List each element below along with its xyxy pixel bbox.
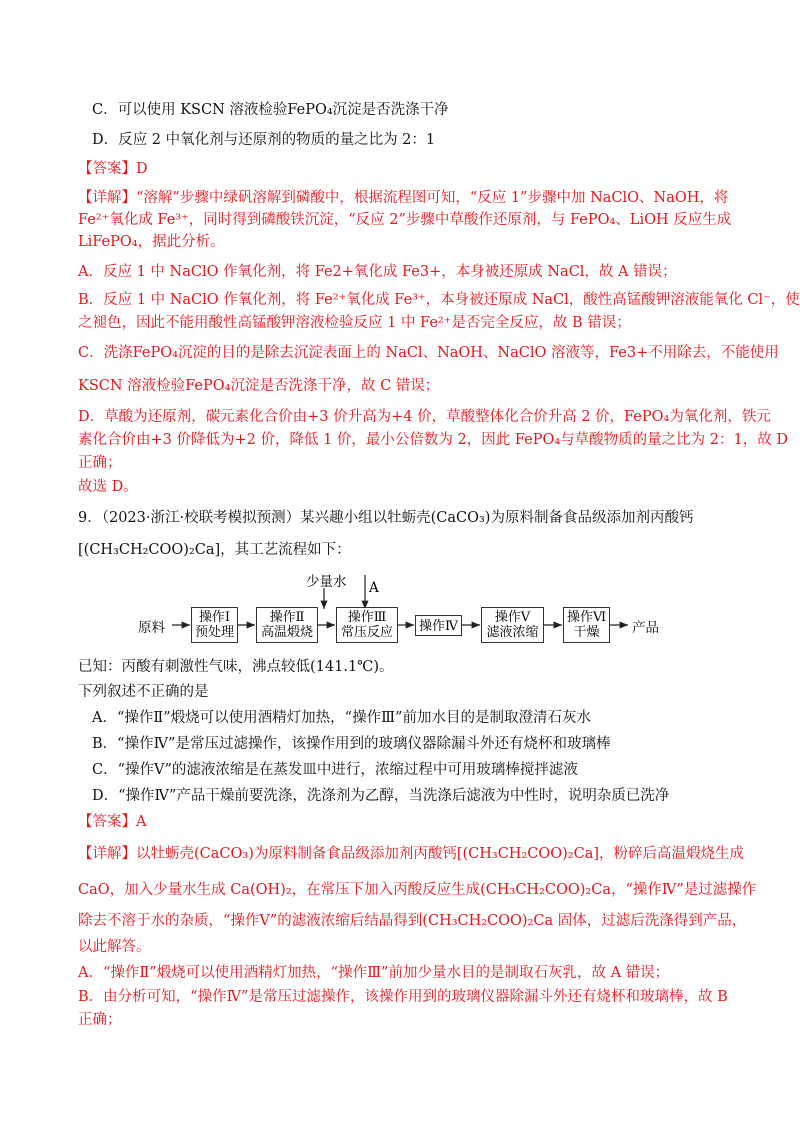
explain-q9-4: 以此解答。 [78,939,151,955]
flow-box-5 [481,607,544,643]
explain-q8-c2: KSCN 溶液检验FePO₄沉淀是否洗涤干净，故 C 错误； [78,378,440,394]
flow-water-label: 少量水 [306,574,347,590]
explain-q8-conclusion: 故选 D。 [78,479,138,495]
explain-q8-b1: B．反应 1 中 NaClO 作氧化剂，将 Fe²⁺氧化成 Fe³⁺，本身被还原成 NaCl，酸性高锰酸钾溶液能氧化 Cl⁻，使 [78,292,800,308]
flow-box-5-l1: 操作Ⅴ [494,610,531,625]
flow-box-4 [415,615,462,636]
flow-reagent-label: A [369,580,379,596]
explain-q8-2: Fe²⁺氧化成 Fe³⁺，同时得到磷酸铁沉淀，“反应 2”步骤中草酸作还原剂，与 FePO₄、LiOH 反应生成 [78,212,732,228]
question-9-stem: 9．（2023·浙江·校联考模拟预测）某兴趣小组以牡蛎壳(CaCO₃)为原料制备食品级添加剂丙酸钙 [78,510,694,526]
explain-q9-2: CaO，加入少量水生成 Ca(OH)₂，在常压下加入丙酸反应生成(CH₃CH₂COO)₂Ca，“操作Ⅳ”是过滤操作 [78,882,757,898]
explain-q9-a: A．“操作Ⅱ”煅烧可以使用酒精灯加热，“操作Ⅲ”前加少量水目的是制取石灰乳，故 A 错误； [78,965,670,981]
option-d-q9: D．“操作Ⅳ”产品干燥前要洗涤，洗涤剂为乙醇，当洗涤后滤液为中性时，说明杂质已洗净 [92,788,670,804]
explain-q8-d2: 素化合价由+3 价降低为+2 价，降低 1 价，最小公倍数为 2，因此 FePO₄与草酸物质的量之比为 2：1，故 D [78,432,788,448]
explain-q8-a: A．反应 1 中 NaClO 作氧化剂，将 Fe2+氧化成 Fe3+，本身被还原成 NaCl，故 A 错误； [78,264,677,280]
flow-box-5-l2: 滤液浓缩 [486,625,539,640]
explain-q9-1: 【详解】以牡蛎壳(CaCO₃)为原料制备食品级添加剂丙酸钙[(CH₃CH₂COO)₂Ca]，粉碎后高温煅烧生成 [78,846,744,862]
explain-q9-3: 除去不溶于水的杂质，“操作Ⅴ”的滤液浓缩后结晶得到(CH₃CH₂COO)₂Ca 固体，过滤后洗涤得到产品， [78,913,747,929]
option-b-q9: B．“操作Ⅳ”是常压过滤操作，该操作用到的玻璃仪器除漏斗外还有烧杯和玻璃棒 [92,736,611,752]
flow-box-2-l1: 操作Ⅱ [269,610,305,625]
explain-q8-d3: 正确； [78,455,122,471]
option-a-q9: A．“操作Ⅱ”煅烧可以使用酒精灯加热，“操作Ⅲ”前加水目的是制取澄清石灰水 [92,710,591,726]
option-c-q9: C．“操作Ⅴ”的滤液浓缩是在蒸发皿中进行，浓缩过程中可用玻璃棒搅拌滤液 [92,762,578,778]
flow-box-3 [336,607,398,643]
question-9-prompt: 下列叙述不正确的是 [78,684,209,700]
flow-box-6-l1: 操作Ⅵ [566,610,607,625]
flow-start-label: 原料 [138,620,165,636]
flow-box-4-l1: 操作Ⅳ [419,619,458,634]
answer-q9: 【答案】A [78,814,147,830]
flow-box-3-l2: 常压反应 [340,625,393,640]
flow-box-2-l2: 高温煅烧 [260,625,313,640]
flow-box-6 [563,607,610,643]
flow-box-6-l2: 干燥 [573,625,600,640]
option-c-q8: C．可以使用 KSCN 溶液检验FePO₄沉淀是否洗涤干净 [92,102,449,118]
explain-q8-3: LiFePO₄，据此分析。 [78,234,225,250]
question-9-stem-2: [(CH₃CH₂COO)₂Ca]，其工艺流程如下： [78,542,351,558]
flow-box-1-l1: 操作Ⅰ [198,610,231,625]
flow-box-2 [256,607,318,643]
explain-q8-1: 【详解】“溶解”步骤中绿矾溶解到磷酸中，根据流程图可知，“反应 1”步骤中加 NaClO、NaOH，将 [78,190,729,206]
explain-q8-b2: 之褪色，因此不能用酸性高锰酸钾溶液检验反应 1 中 Fe²⁺是否完全反应，故 B 错误； [78,315,631,331]
explain-q8-d1: D．草酸为还原剂，碳元素化合价由+3 价升高为+4 价，草酸整体化合价升高 2 价，FePO₄为氧化剂，铁元 [78,409,771,425]
flow-end-label: 产品 [632,620,659,636]
explain-q9-b1: B．由分析可知，“操作Ⅳ”是常压过滤操作，该操作用到的玻璃仪器除漏斗外还有烧杯和玻璃棒，故 B [78,989,728,1005]
option-d-q8: D．反应 2 中氧化剂与还原剂的物质的量之比为 2：1 [92,132,436,148]
flow-box-3-l1: 操作Ⅲ [347,610,387,625]
explain-q8-c1: C．洗涤FePO₄沉淀的目的是除去沉淀表面上的 NaCl、NaOH、NaClO 溶液等，Fe3+不用除去，不能使用 [78,345,779,361]
flow-box-1 [191,607,238,643]
answer-q8: 【答案】D [78,161,148,177]
flow-box-1-l2: 预处理 [194,625,234,640]
question-9-known: 已知：丙酸有刺激性气味，沸点较低(141.1℃)。 [78,659,394,675]
explain-q9-b2: 正确； [78,1012,122,1028]
